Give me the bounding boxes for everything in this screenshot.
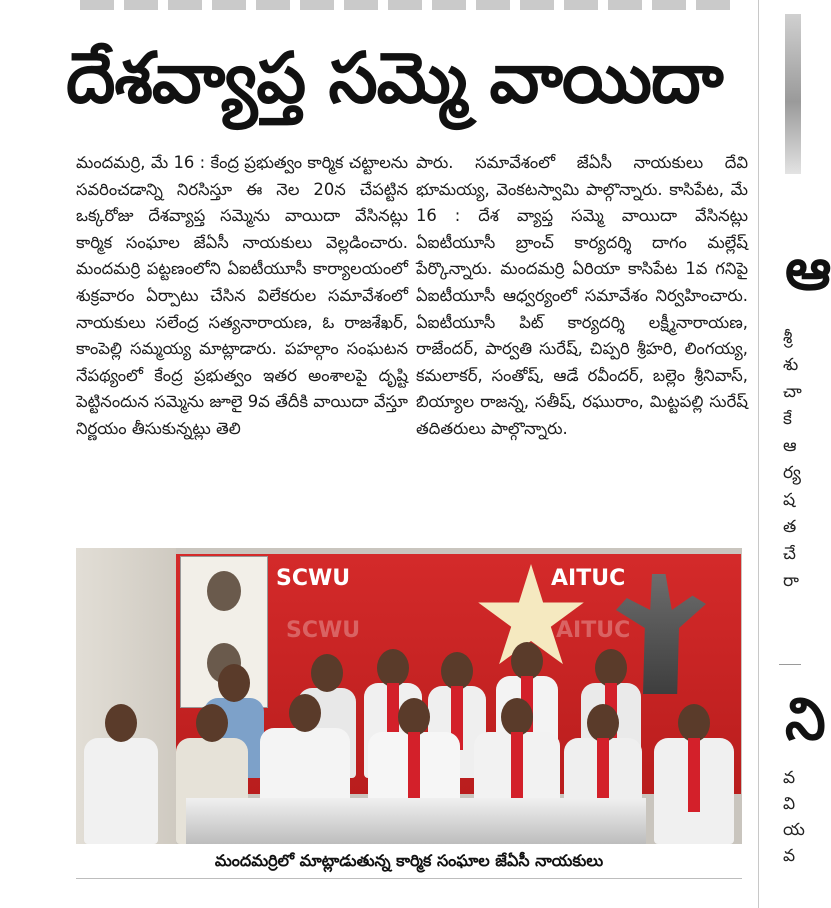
adjacent-heading-top: ఆ [785,235,831,303]
article-text-left: మందమర్రి, మే 16 : కేంద్ర ప్రభుత్వం కార్మిక చట్టాలను సవరించడాన్ని నిరసిస్తూ ఈ నెల 20న చేపట్టిన ఒక్కరోజు దేశవ్యాప్త సమ్మెను వాయిదా వేసినట్లు కార్మిక సంఘాల జేఏసీ నాయకులు వెల్లడించారు. మందమర్రి పట్టణంలోని ఏఐటీయూసీ కార్యాలయంలో శుక్రవారం ఏర్పాటు చేసిన విలేకరుల సమావేశంలో నాయకులు సలేంద్ర సత్యనారాయణ, ఓ రాజశేఖర్, కాంపెల్లి సమ్మయ్య మాట్లాడారు. పహల్గాం సంఘటన నేపథ్యంలో కేంద్ర ప్రభుత్వం ఇతర అంశాలపై దృష్టి పెట్టినందున సమ్మెను జూలై 9వ తేదీకి వాయిదా వేస్తూ నిర్ణయం తీసుకున్నట్లు తెలి [76,153,408,438]
press-table [186,798,646,844]
banner-ghost-scwu: SCWU [286,618,361,643]
banner-label-scwu: SCWU [276,566,351,591]
adjacent-text-line: ఆ [783,436,797,456]
portrait-face [207,571,241,611]
adjacent-text-line: చా [783,382,802,402]
article-column-left [76,150,408,443]
banner-ghost-aituc: AITUC [556,618,631,643]
adjacent-text-line: వ [783,846,796,866]
adjacent-text-line: చే [783,544,796,564]
adjacent-text-line: ర్య [783,463,801,483]
banner-label-aituc: AITUC [551,566,626,591]
person-seated [84,738,158,844]
photo-caption: మందమర్రిలో మాట్లాడుతున్న కార్మిక సంఘాల జేఏసీ నాయకులు [214,851,604,870]
adjacent-photo-strip [785,14,801,174]
article-text-right: పారు. సమావేశంలో జేఏసీ నాయకులు దేవి భూమయ్య, వెంకటస్వామి పాల్గొన్నారు. కాసిపేట, మే 16 : దేశ వ్యాప్త సమ్మె వాయిదా వేసినట్లు ఏఐటీయూసీ బ్రాంచ్ కార్యదర్శి దాగం మల్లేష్ పేర్కొన్నారు. మందమర్రి ఏరియా కాసిపేట 1వ గనిపై ఏఐటీయూసీ ఆధ్వర్యంలో సమావేశం నిర్వహించారు. ఏఐటీయూసీ పిట్ కార్యదర్శి లక్ష్మీనారాయణ, రాజేందర్, పార్వతి సురేష్, చిప్పరి శ్రీహరి, లింగయ్య, కమలాకర్, సంతోష్, ఆడే రవీందర్, బల్లెం శ్రీనివాస్, బియ్యాల రాజన్న, సతీష్, రఘురాం, మిట్టపల్లి సురేష్ తదితరులు పాల్గొన్నారు. [416,153,748,438]
adjacent-text-line: శు [783,355,799,375]
news-photo [76,548,742,844]
adjacent-text-line: య [783,820,805,840]
adjacent-text-line: వి [783,794,796,814]
article-column-right [416,150,748,443]
previous-article-strip [80,0,740,10]
adjacent-heading-bottom: ని [785,685,826,753]
adjacent-text-line: శ్రీ [783,328,793,348]
caption-divider [76,878,742,879]
person-seated [654,738,734,844]
adjacent-text-line: వ [783,768,796,788]
adjacent-article-column [758,0,831,908]
adjacent-divider [779,664,801,665]
adjacent-text-line: కే [783,409,792,429]
article-headline: దేశవ్యాప్త సమ్మె వాయిదా [66,37,723,119]
adjacent-text-line: రా [783,571,799,591]
adjacent-text-line: త [783,517,797,537]
adjacent-text-line: ష [783,490,796,510]
